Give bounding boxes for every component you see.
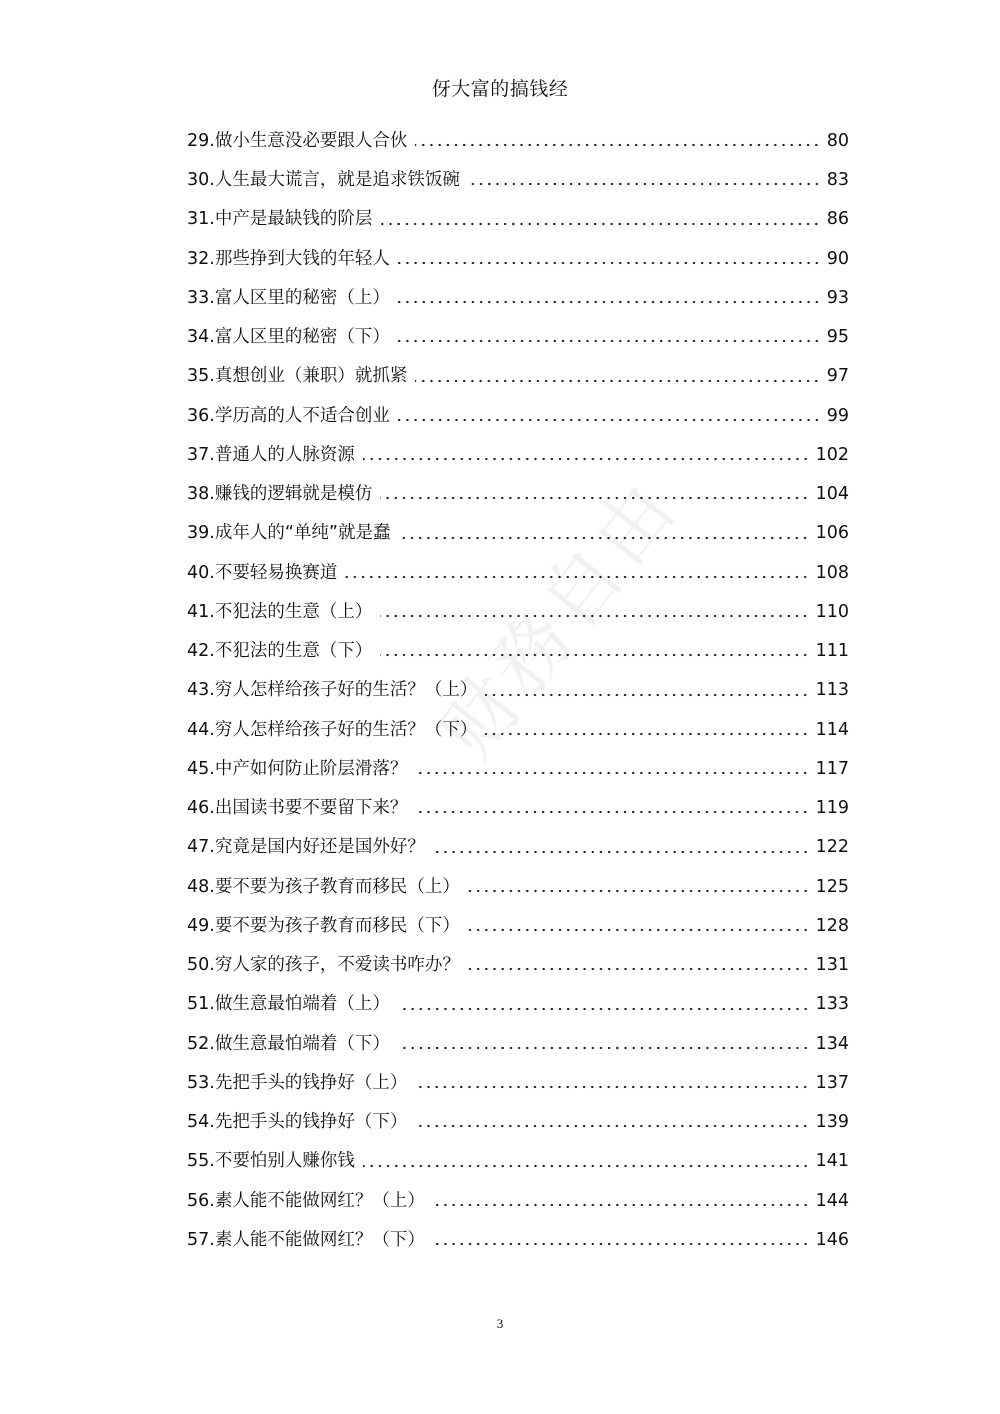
toc-entry-number: 56. bbox=[187, 1190, 215, 1211]
toc-entry-text: 不要怕别人赚你钱 bbox=[214, 1151, 355, 1172]
toc-entry-text: 真想创业（兼职）就抓紧 bbox=[214, 366, 408, 387]
toc-entry-page: 141 bbox=[815, 1151, 849, 1172]
toc-entry[interactable] bbox=[187, 436, 849, 475]
toc-entry[interactable] bbox=[187, 279, 849, 318]
toc-entry-text: 先把手头的钱挣好（上） bbox=[214, 1072, 408, 1093]
toc-entry-page: 97 bbox=[826, 366, 849, 387]
toc-entry-text: 赚钱的逻辑就是模仿 bbox=[214, 484, 373, 505]
toc-entry-title bbox=[187, 601, 373, 622]
toc-entry[interactable] bbox=[187, 161, 849, 200]
dot-leader bbox=[363, 457, 810, 461]
toc-entry-number: 30. bbox=[187, 170, 215, 191]
table-of-contents bbox=[187, 122, 849, 1260]
toc-entry-text: 先把手头的钱挣好（下） bbox=[214, 1112, 408, 1133]
toc-entry-title bbox=[187, 758, 408, 779]
toc-entry-number: 41. bbox=[187, 601, 215, 622]
dot-leader bbox=[468, 967, 810, 971]
dot-leader bbox=[380, 653, 809, 657]
dot-leader bbox=[433, 1242, 810, 1246]
dot-leader bbox=[398, 300, 821, 304]
toc-entry-title bbox=[187, 682, 477, 700]
toc-entry-page: 131 bbox=[815, 955, 849, 976]
toc-entry-number: 42. bbox=[187, 641, 215, 662]
toc-entry-title bbox=[187, 248, 390, 269]
toc-entry[interactable] bbox=[187, 515, 849, 554]
toc-entry-number: 39. bbox=[187, 523, 215, 544]
dot-leader bbox=[485, 693, 809, 697]
toc-entry-number: 29. bbox=[187, 130, 215, 151]
toc-entry[interactable] bbox=[187, 1064, 849, 1103]
toc-entry-page: 133 bbox=[815, 994, 849, 1015]
dot-leader bbox=[468, 889, 810, 893]
toc-entry-page: 139 bbox=[815, 1112, 849, 1133]
toc-entry-page: 93 bbox=[826, 287, 849, 308]
dot-leader bbox=[433, 1203, 810, 1207]
toc-entry-number: 57. bbox=[187, 1229, 215, 1250]
page-number: 3 bbox=[496, 1316, 504, 1331]
toc-entry[interactable] bbox=[187, 986, 849, 1025]
toc-entry[interactable] bbox=[187, 1025, 849, 1064]
toc-entry-page: 125 bbox=[815, 876, 849, 897]
toc-entry-text: 不犯法的生意（下） bbox=[214, 641, 373, 662]
toc-entry-page: 86 bbox=[826, 209, 849, 230]
toc-entry-page: 144 bbox=[815, 1190, 849, 1211]
toc-entry-title bbox=[187, 1072, 408, 1093]
toc-entry-text: 富人区里的秘密（下） bbox=[214, 327, 390, 348]
toc-entry[interactable] bbox=[187, 122, 849, 161]
toc-entry-page: 113 bbox=[815, 680, 849, 701]
toc-entry-text: 那些挣到大钱的年轻人 bbox=[214, 248, 390, 269]
toc-entry[interactable] bbox=[187, 711, 849, 750]
dot-leader bbox=[468, 928, 810, 932]
dot-leader bbox=[398, 1046, 810, 1050]
toc-entry-text: 要不要为孩子教育而移民（上） bbox=[214, 876, 460, 897]
dot-leader bbox=[380, 222, 820, 226]
dot-leader bbox=[345, 575, 809, 579]
toc-entry-text: 中产是最缺钱的阶层 bbox=[214, 209, 373, 230]
toc-entry[interactable] bbox=[187, 868, 849, 907]
toc-entry-page: 90 bbox=[826, 248, 849, 269]
toc-entry-text: 人生最大谎言，就是追求铁饭碗 bbox=[214, 170, 460, 191]
dot-leader bbox=[398, 536, 809, 540]
toc-entry-title bbox=[187, 996, 390, 1014]
toc-entry-text: 做小生意没必要跟人合伙 bbox=[214, 130, 408, 151]
toc-entry-title bbox=[187, 444, 355, 465]
dot-leader bbox=[415, 143, 820, 147]
toc-entry-page: 104 bbox=[815, 484, 849, 505]
toc-entry-text: 穷人怎样给孩子好的生活？（下） bbox=[214, 719, 478, 740]
toc-entry-text: 中产如何防止阶层滑落？ bbox=[214, 758, 408, 779]
dot-leader bbox=[380, 496, 809, 500]
toc-entry-title bbox=[187, 876, 460, 897]
toc-entry-title bbox=[187, 211, 372, 229]
toc-entry-page: 146 bbox=[815, 1229, 849, 1250]
toc-entry[interactable] bbox=[187, 318, 849, 357]
toc-entry-number: 45. bbox=[187, 758, 215, 779]
toc-entry-title bbox=[187, 1229, 425, 1250]
toc-entry-number: 40. bbox=[187, 562, 215, 583]
toc-entry-page: 99 bbox=[826, 405, 849, 426]
toc-entry[interactable] bbox=[187, 240, 849, 279]
dot-leader bbox=[380, 614, 809, 618]
toc-entry-title bbox=[187, 1033, 390, 1054]
toc-entry[interactable] bbox=[187, 475, 849, 514]
toc-entry-number: 44. bbox=[187, 719, 215, 740]
toc-entry-title bbox=[187, 1190, 425, 1211]
dot-leader bbox=[415, 810, 809, 814]
toc-entry-title bbox=[187, 839, 425, 857]
toc-entry[interactable] bbox=[187, 201, 849, 240]
toc-entry[interactable] bbox=[187, 1103, 849, 1142]
toc-entry-number: 52. bbox=[187, 1033, 215, 1054]
toc-entry-text: 学历高的人不适合创业 bbox=[214, 405, 390, 426]
toc-entry-text: 穷人家的孩子，不爱读书咋办？ bbox=[214, 955, 460, 976]
toc-entry-title bbox=[187, 719, 478, 740]
toc-entry-text: 素人能不能做网红？（上） bbox=[214, 1190, 425, 1211]
toc-entry-title bbox=[187, 329, 390, 347]
toc-entry-title bbox=[187, 172, 460, 190]
toc-entry-page: 119 bbox=[815, 798, 849, 819]
toc-entry[interactable] bbox=[187, 946, 849, 985]
toc-entry[interactable] bbox=[187, 907, 849, 946]
toc-entry[interactable] bbox=[187, 789, 849, 828]
toc-entry-number: 35. bbox=[187, 366, 215, 387]
toc-entry-title bbox=[187, 562, 338, 583]
toc-entry-page: 83 bbox=[826, 170, 849, 191]
toc-entry-number: 37. bbox=[187, 444, 215, 465]
dot-leader bbox=[398, 339, 821, 343]
toc-entry-page: 106 bbox=[815, 523, 849, 544]
toc-entry-number: 34. bbox=[187, 327, 215, 348]
dot-leader bbox=[468, 182, 821, 186]
toc-entry[interactable] bbox=[187, 554, 849, 593]
toc-entry-title bbox=[187, 405, 390, 426]
toc-entry-text: 普通人的人脉资源 bbox=[214, 444, 355, 465]
toc-entry-number: 53. bbox=[187, 1072, 215, 1093]
toc-entry-page: 134 bbox=[815, 1033, 849, 1054]
toc-entry-text: 富人区里的秘密（上） bbox=[214, 287, 390, 308]
toc-entry-number: 49. bbox=[187, 915, 215, 936]
toc-entry-number: 48. bbox=[187, 876, 215, 897]
toc-entry-text: 做生意最怕端着（下） bbox=[214, 1033, 390, 1054]
toc-entry-title bbox=[187, 1114, 407, 1132]
toc-entry[interactable] bbox=[187, 1221, 849, 1260]
toc-entry-text: 素人能不能做网红？（下） bbox=[214, 1229, 425, 1250]
toc-entry[interactable] bbox=[187, 632, 849, 671]
toc-entry-page: 137 bbox=[815, 1072, 849, 1093]
toc-entry-text: 做生意最怕端着（上） bbox=[214, 994, 390, 1015]
document-title: 伢大富的搞钱经 bbox=[431, 78, 569, 100]
toc-entry-title bbox=[187, 915, 460, 936]
toc-entry-title bbox=[187, 130, 408, 151]
dot-leader bbox=[415, 1124, 809, 1128]
toc-entry[interactable] bbox=[187, 1182, 849, 1221]
toc-entry-title bbox=[187, 643, 372, 661]
toc-entry[interactable] bbox=[187, 672, 849, 711]
toc-entry-page: 111 bbox=[815, 641, 849, 662]
toc-entry-text: 成年人的“单纯”就是蠢 bbox=[214, 523, 391, 544]
toc-entry-number: 54. bbox=[187, 1112, 215, 1133]
dot-leader bbox=[363, 1164, 810, 1168]
toc-entry-text: 不要轻易换赛道 bbox=[214, 562, 338, 583]
toc-entry-text: 要不要为孩子教育而移民（下） bbox=[214, 915, 460, 936]
toc-entry-number: 32. bbox=[187, 248, 215, 269]
toc-entry-page: 122 bbox=[815, 837, 849, 858]
toc-entry-number: 33. bbox=[187, 287, 215, 308]
toc-entry-page: 108 bbox=[815, 562, 849, 583]
toc-entry-page: 102 bbox=[815, 444, 849, 465]
watermark: 财務自由 bbox=[422, 461, 695, 775]
toc-entry-number: 38. bbox=[187, 484, 215, 505]
toc-entry-page: 95 bbox=[826, 327, 849, 348]
toc-entry-number: 47. bbox=[187, 837, 215, 858]
dot-leader bbox=[415, 1085, 809, 1089]
toc-entry-number: 51. bbox=[187, 994, 215, 1015]
toc-entry-text: 不犯法的生意（上） bbox=[214, 601, 373, 622]
toc-entry-page: 80 bbox=[826, 130, 849, 151]
dot-leader bbox=[485, 732, 809, 736]
toc-entry[interactable] bbox=[187, 1143, 849, 1182]
toc-entry-number: 31. bbox=[187, 209, 215, 230]
toc-entry-page: 128 bbox=[815, 915, 849, 936]
toc-entry[interactable] bbox=[187, 829, 849, 868]
toc-entry[interactable] bbox=[187, 750, 849, 789]
toc-entry-number: 50. bbox=[187, 955, 215, 976]
toc-entry-text: 究竟是国内好还是国外好？ bbox=[214, 837, 425, 858]
toc-entry-text: 穷人怎样给孩子好的生活？（上） bbox=[214, 680, 478, 701]
toc-entry-number: 55. bbox=[187, 1151, 215, 1172]
toc-entry-title bbox=[187, 957, 460, 975]
toc-entry-title bbox=[187, 525, 390, 543]
toc-entry-title bbox=[187, 368, 407, 386]
dot-leader bbox=[398, 418, 821, 422]
toc-entry-page: 114 bbox=[815, 719, 849, 740]
toc-entry-number: 43. bbox=[187, 680, 215, 701]
toc-entry-title bbox=[187, 800, 407, 818]
toc-entry[interactable] bbox=[187, 397, 849, 436]
dot-leader bbox=[415, 771, 809, 775]
dot-leader bbox=[433, 850, 810, 854]
dot-leader bbox=[398, 261, 821, 265]
toc-entry-page: 110 bbox=[815, 601, 849, 622]
toc-entry[interactable] bbox=[187, 358, 849, 397]
toc-entry-number: 36. bbox=[187, 405, 215, 426]
toc-entry-text: 出国读书要不要留下来？ bbox=[214, 798, 408, 819]
toc-entry-number: 46. bbox=[187, 798, 215, 819]
toc-entry-title bbox=[187, 486, 372, 504]
toc-entry-page: 117 bbox=[815, 758, 849, 779]
toc-entry-title bbox=[187, 1153, 355, 1171]
dot-leader bbox=[415, 379, 820, 383]
toc-entry-title bbox=[187, 287, 390, 308]
dot-leader bbox=[398, 1007, 810, 1011]
toc-entry[interactable] bbox=[187, 593, 849, 632]
